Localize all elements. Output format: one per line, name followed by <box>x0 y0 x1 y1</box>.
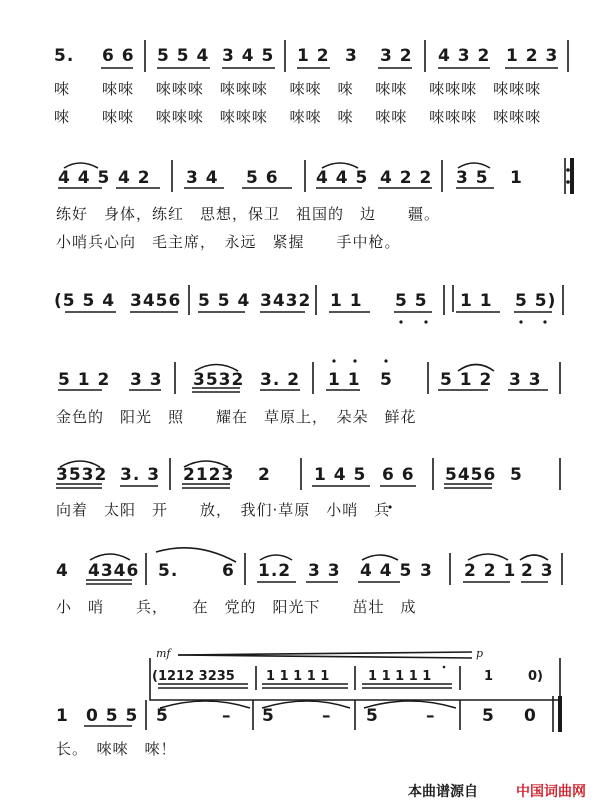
note-group: 3 <box>420 561 433 581</box>
lyric-line: 长。 唻唻 唻！ <box>56 740 177 758</box>
note-group: 6 6 <box>382 465 415 485</box>
note-group: – <box>322 706 332 726</box>
note-group: 3 4 5 <box>222 46 275 66</box>
note-group: 5 1 2 <box>58 370 111 390</box>
note-group: 3432 <box>260 291 312 311</box>
note-group: 1 1 <box>328 370 361 390</box>
note-group: 5. <box>54 46 75 66</box>
note-group: 1 2 <box>297 46 330 66</box>
note-group: 5. <box>158 561 179 581</box>
note-group: 2 3 <box>521 561 554 581</box>
note-group: 4 4 5 <box>316 168 369 188</box>
note-group: 5 <box>262 706 275 726</box>
note-group: 1.2 <box>258 561 292 581</box>
lyric-line: 向着 太阳 开 放， 我们·草原 小哨 兵 <box>56 501 391 519</box>
note-group: 4 2 2 <box>380 168 433 188</box>
note-group: 3 3 <box>509 370 542 390</box>
note-group: 6 6 <box>102 46 135 66</box>
note-group: 5 1 2 <box>440 370 493 390</box>
note-group: 4 4 5 <box>360 561 413 581</box>
note-group: 4 <box>56 561 69 581</box>
note-group: 4 3 2 <box>438 46 491 66</box>
note-group: 3 3 <box>130 370 163 390</box>
note-group: 6 <box>222 561 235 581</box>
note-group: 0 <box>524 706 537 726</box>
note-group: 0 5 5 <box>86 706 139 726</box>
dynamic-end: p <box>476 647 484 660</box>
note-group: 5 5 4 <box>157 46 210 66</box>
note-group: 3 4 <box>186 168 219 188</box>
note-group: 5 5) <box>515 291 557 311</box>
note-group: 2 <box>258 465 271 485</box>
note-group: 5 <box>510 465 523 485</box>
note-group: 5 5 <box>395 291 428 311</box>
lyric-line: 小哨兵心向 毛主席， 永远 紧握 手中枪。 <box>56 233 401 251</box>
note-group: 5 <box>156 706 169 726</box>
note-group: 2 2 1 <box>464 561 517 581</box>
note-group: 3456 <box>130 291 182 311</box>
site-name[interactable]: 中国词曲网 <box>516 784 586 800</box>
note-group: 1 4 5 <box>314 465 367 485</box>
note-group: 1 2 3 <box>506 46 559 66</box>
note-group: 1 <box>484 669 494 684</box>
lyric-line: 金色的 阳光 照 耀在 草原上， 朵朵 鲜花 <box>56 408 417 426</box>
note-group: 5 <box>380 370 393 390</box>
lyric-line: 唻 唻唻 唻唻唻 唻唻唻 唻唻 唻 唻唻 唻唻唻 唻唻唻 <box>54 108 542 126</box>
note-group: 1 1 <box>460 291 493 311</box>
lyric-line: 唻 唻唻 唻唻唻 唻唻唻 唻唻 唻 唻唻 唻唻唻 唻唻唻 <box>54 80 542 98</box>
note-group: (1212 3235 <box>152 669 235 684</box>
note-group: 5 <box>366 706 379 726</box>
source-label: 本曲谱源自 <box>408 784 478 800</box>
note-group: 2123 <box>183 465 235 485</box>
note-group: 5 6 <box>246 168 279 188</box>
note-group: 0) <box>528 669 543 684</box>
note-group: 3 5 <box>456 168 489 188</box>
note-group: 1 1 1 1 1 <box>368 669 432 684</box>
note-group: 1 <box>510 168 523 188</box>
note-group: – <box>426 706 436 726</box>
note-group: 5456 <box>445 465 497 485</box>
lyric-line: 小 哨 兵， 在 党的 阳光下 茁壮 成 <box>56 598 417 616</box>
note-group: (5 5 4 <box>54 291 116 311</box>
note-group: 4 4 5 <box>58 168 111 188</box>
note-group: 4346 <box>88 561 140 581</box>
note-group: 1 <box>56 706 69 726</box>
note-group: 3 3 <box>308 561 341 581</box>
note-group: 3 <box>345 46 358 66</box>
note-group: – <box>222 706 232 726</box>
note-group: 3 2 <box>380 46 413 66</box>
note-group: 3. 3 <box>120 465 161 485</box>
dynamic-start: mf <box>156 647 171 660</box>
note-group: 5 <box>482 706 495 726</box>
note-group: 1 1 <box>330 291 363 311</box>
note-group: 3532 <box>56 465 108 485</box>
note-group: 4 2 <box>118 168 151 188</box>
note-group: 3. 2 <box>260 370 301 390</box>
note-group: 5 5 4 <box>198 291 251 311</box>
note-group: 1 1 1 1 1 <box>266 669 330 684</box>
lyric-line: 练好 身体，练红 思想，保卫 祖国的 边 疆。 <box>56 205 441 223</box>
note-group: 3532 <box>193 370 245 390</box>
